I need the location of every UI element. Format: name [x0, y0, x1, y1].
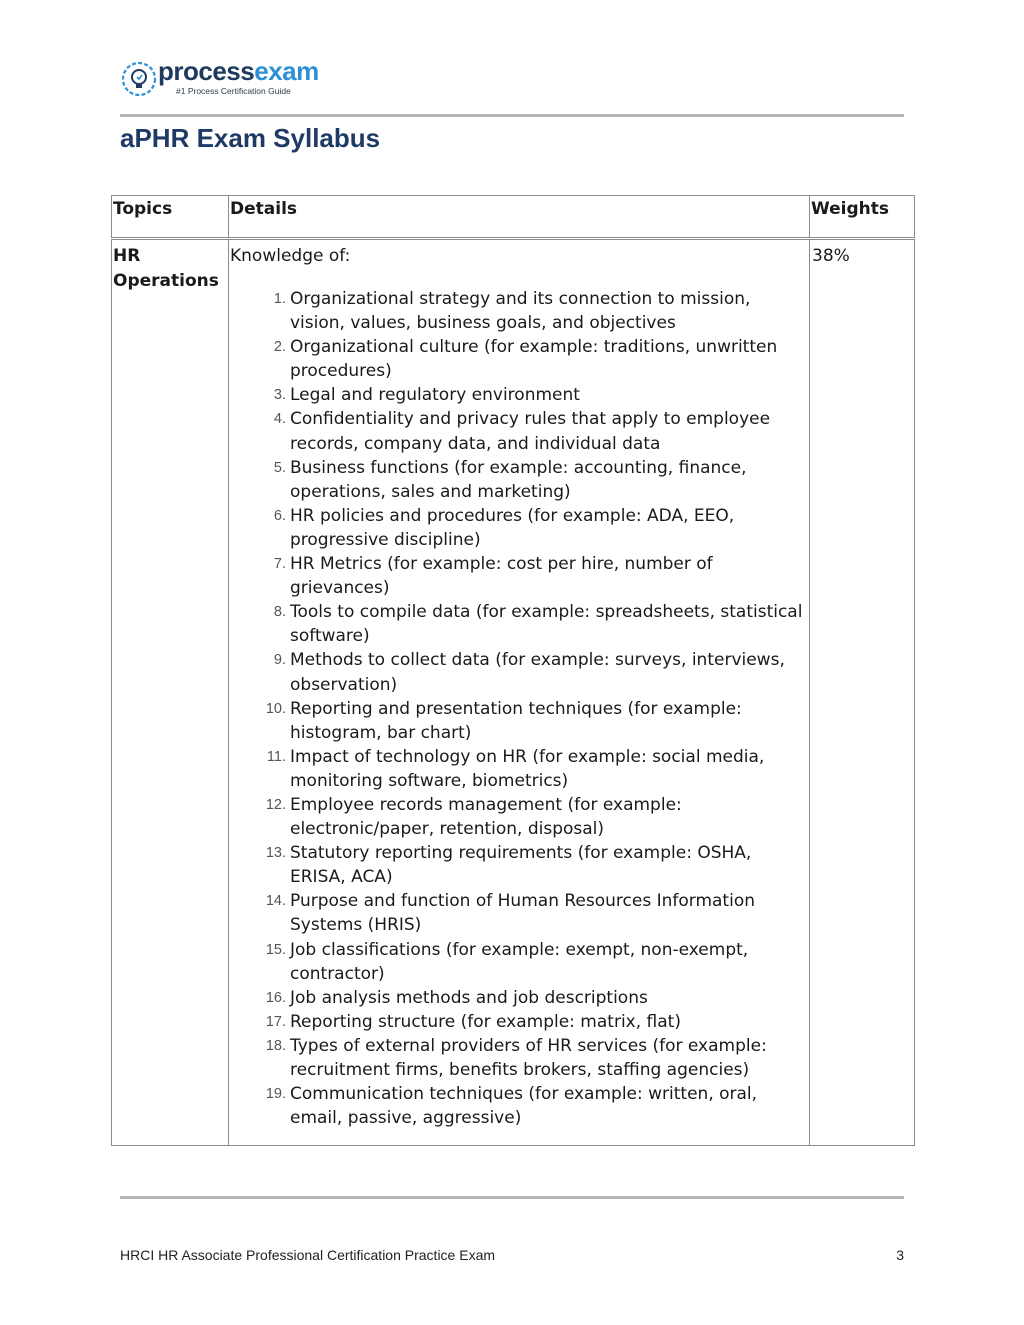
lightbulb-gear-icon: [120, 60, 158, 98]
logo-wordmark-exam: exam: [254, 56, 319, 86]
list-item-number: 11.: [266, 748, 286, 765]
list-item-text: Reporting structure (for example: matrix, flat): [290, 1011, 681, 1032]
footer-text: HRCI HR Associate Professional Certification Practice Exam: [120, 1247, 496, 1263]
list-item-text: Statutory reporting requirements (for example: OSHA, ERISA, ACA): [290, 843, 752, 888]
list-item: [230, 841, 809, 889]
list-item: [230, 504, 809, 552]
footer-divider: [120, 1196, 904, 1199]
list-item-number: 12.: [265, 796, 286, 813]
list-item-number: 18.: [265, 1037, 286, 1054]
list-item: [230, 745, 809, 793]
list-item-number: 1.: [273, 291, 286, 307]
list-item: [230, 383, 809, 407]
list-item-number: 15.: [265, 941, 286, 958]
list-item: [230, 793, 809, 841]
column-header-details: Details: [229, 196, 810, 239]
list-item-text: Reporting and presentation techniques (for example: histogram, bar chart): [290, 698, 742, 743]
list-item: [230, 938, 809, 986]
list-item: [230, 600, 809, 648]
list-item-text: Organizational culture (for example: traditions, unwritten procedures): [290, 337, 778, 382]
list-item-text: Purpose and function of Human Resources Information Systems (HRIS): [290, 891, 755, 936]
list-item: [230, 287, 809, 335]
list-item-number: 19.: [265, 1086, 286, 1103]
list-item-text: Tools to compile data (for example: spreadsheets, statistical software): [290, 602, 803, 647]
list-item-number: 8.: [273, 604, 286, 621]
list-item-number: 13.: [265, 845, 286, 862]
list-item-number: 17.: [265, 1013, 286, 1030]
list-item-number: 14.: [265, 893, 286, 910]
list-item-text: Legal and regulatory environment: [290, 385, 580, 406]
logo-tagline: #1 Process Certification Guide: [176, 86, 291, 96]
list-item-number: 6.: [273, 507, 286, 524]
list-item: [230, 1034, 809, 1082]
list-item-text: Job classifications (for example: exempt, non-exempt, contractor): [290, 939, 749, 984]
column-header-weights: Weights: [810, 196, 915, 239]
list-item: [230, 1010, 809, 1034]
page-title: aPHR Exam Syllabus: [120, 123, 381, 153]
syllabus-table: [111, 195, 915, 1146]
list-item-number: 3.: [273, 387, 286, 404]
column-header-topics: Topics: [112, 196, 229, 239]
list-item: [230, 648, 809, 696]
list-item: [230, 456, 809, 504]
details-cell: [229, 239, 810, 1146]
table-row: [112, 239, 915, 1146]
list-item-number: 10.: [265, 700, 286, 717]
list-item-text: Methods to collect data (for example: surveys, interviews, observation): [290, 650, 785, 695]
topic-cell: HR Operations: [112, 239, 229, 1146]
list-item-number: 9.: [273, 652, 286, 669]
list-item-number: 5.: [273, 459, 286, 476]
knowledge-list: [230, 287, 809, 1130]
table-header-row: [112, 196, 915, 239]
weight-cell: 38%: [810, 239, 915, 1146]
list-item-text: Job analysis methods and job descriptions: [290, 987, 648, 1008]
details-intro: Knowledge of:: [230, 246, 351, 266]
list-item-number: 4.: [273, 411, 286, 428]
logo-wordmark: [158, 56, 319, 86]
list-item-text: Business functions (for example: accounting, finance, operations, sales and marketing): [290, 457, 747, 502]
list-item: [230, 889, 809, 937]
page-number: 3: [896, 1247, 904, 1263]
list-item: [230, 986, 809, 1010]
list-item-text: Impact of technology on HR (for example: social media, monitoring software, biometrics): [290, 746, 765, 791]
list-item-text: HR policies and procedures (for example: ADA, EEO, progressive discipline): [290, 505, 735, 550]
list-item: [230, 407, 809, 455]
list-item-number: 2.: [273, 339, 286, 356]
list-item: [230, 697, 809, 745]
logo-wordmark-process: process: [158, 56, 255, 86]
list-item-text: Types of external providers of HR services (for example: recruitment firms, benefits brokers, staffing agencies): [290, 1035, 767, 1080]
list-item-number: 16.: [265, 989, 286, 1006]
header-divider: [120, 114, 904, 117]
list-item-text: HR Metrics (for example: cost per hire, number of grievances): [290, 554, 713, 599]
list-item: [230, 552, 809, 600]
list-item-text: Organizational strategy and its connection to mission, vision, values, business goals, and objectives: [290, 289, 751, 334]
processexam-logo[interactable]: [120, 58, 320, 102]
list-item-text: Employee records management (for example: electronic/paper, retention, disposal): [290, 794, 682, 840]
list-item: [230, 1082, 809, 1130]
list-item: [230, 335, 809, 383]
list-item-number: 7.: [273, 556, 286, 573]
list-item-text: Confidentiality and privacy rules that apply to employee records, company data, and individual data: [290, 409, 771, 454]
list-item-text: Communication techniques (for example: written, oral, email, passive, aggressive): [290, 1084, 758, 1129]
